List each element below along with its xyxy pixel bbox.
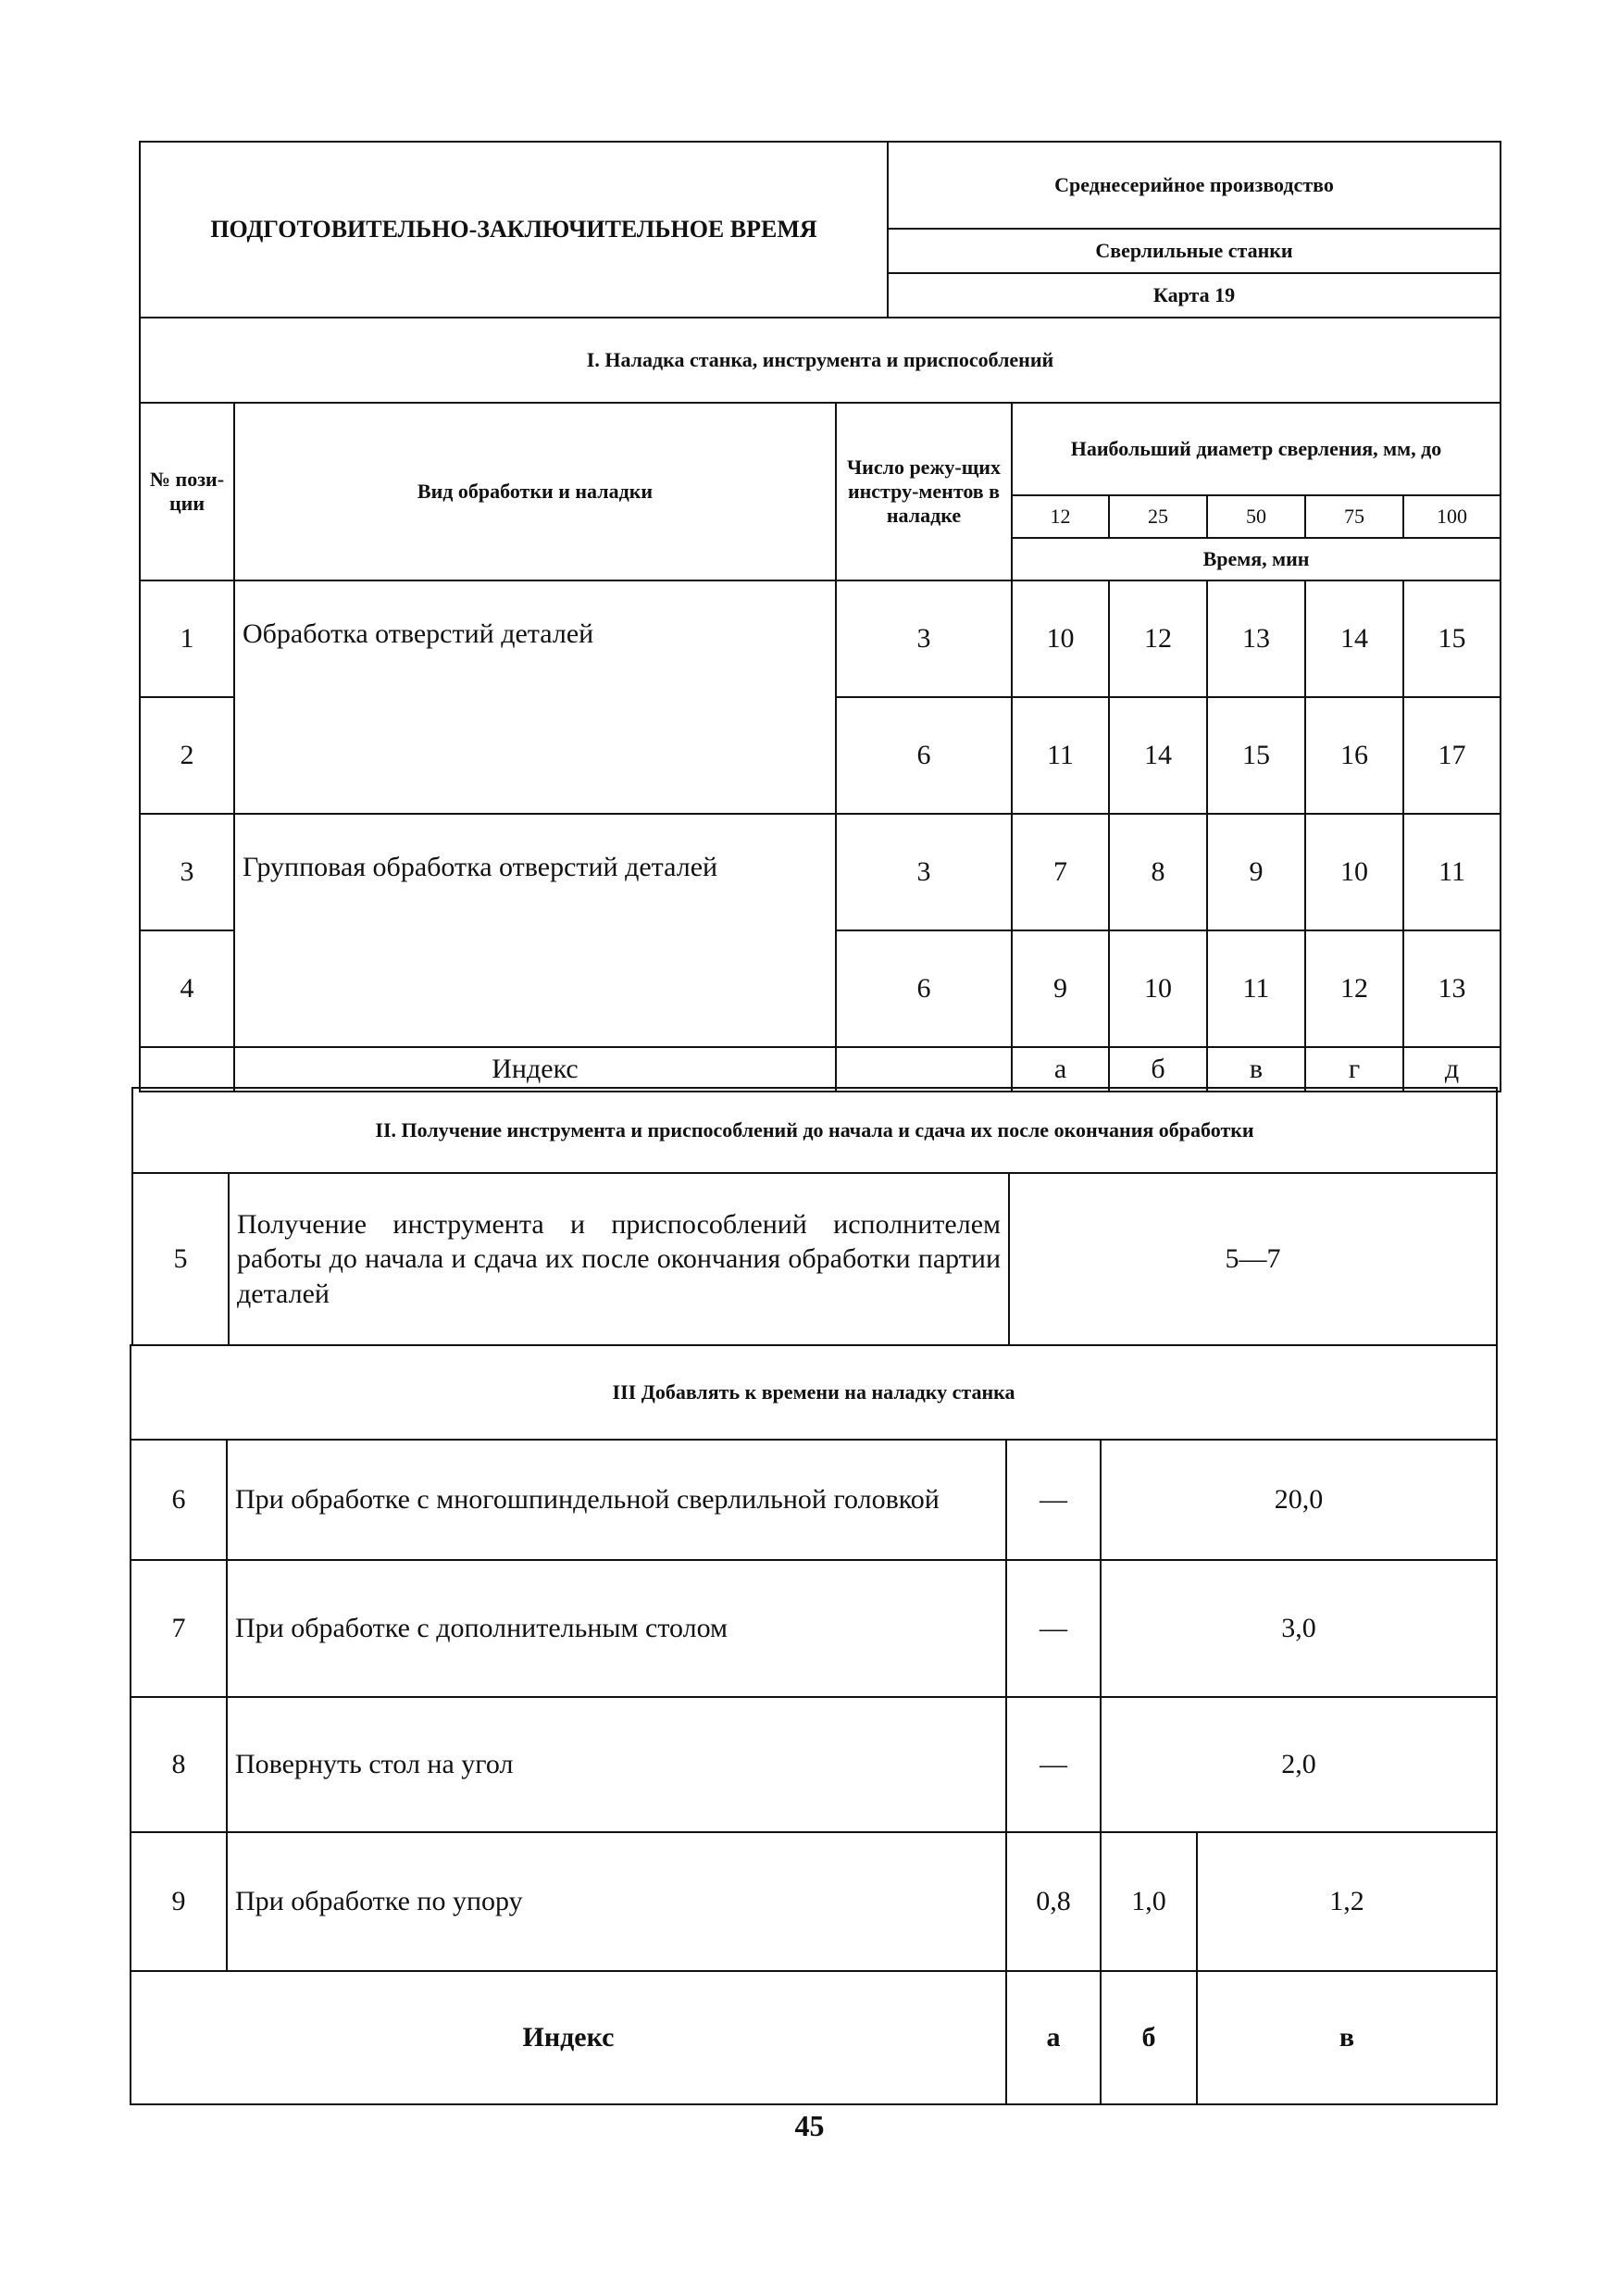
tools-count: — (1006, 1697, 1101, 1832)
table-row (140, 814, 1501, 930)
tools-count: — (1006, 1440, 1101, 1560)
time-value: 3,0 (1101, 1560, 1497, 1697)
index-value: а (1012, 1047, 1109, 1092)
index-value: б (1101, 1971, 1197, 2104)
index-label: Индекс (234, 1047, 836, 1092)
diameter-cell: 25 (1109, 495, 1207, 538)
production-type: Среднесерийное производство (888, 142, 1501, 229)
time-value: 5—7 (1009, 1173, 1497, 1345)
index-row (140, 1047, 1501, 1092)
time-value: 17 (1403, 697, 1501, 814)
index-row (131, 1971, 1497, 2104)
section1-table (139, 402, 1501, 1092)
diameter-cell: 100 (1403, 495, 1501, 538)
time-unit-label: Время, мин (1012, 538, 1501, 580)
diameter-cell: 12 (1012, 495, 1109, 538)
section2-title: II. Получение инструмента и приспособлений до начала и сдача их после окончания обработки (132, 1088, 1497, 1173)
time-value: 14 (1305, 580, 1403, 697)
time-value: 1,0 (1101, 1832, 1197, 1971)
position-number: 9 (131, 1832, 227, 1971)
time-value: 11 (1207, 930, 1305, 1047)
section2-table (131, 1087, 1498, 1346)
position-number: 6 (131, 1440, 227, 1560)
tools-count: 6 (836, 930, 1012, 1047)
time-value: 12 (1109, 580, 1207, 697)
table-row (131, 1440, 1497, 1560)
time-value: 15 (1207, 697, 1305, 814)
position-number: 8 (131, 1697, 227, 1832)
time-value: 1,2 (1197, 1832, 1497, 1971)
index-value: в (1207, 1047, 1305, 1092)
processing-type: Обработка отверстий деталей (234, 580, 836, 814)
time-value: 14 (1109, 697, 1207, 814)
time-value: 10 (1109, 930, 1207, 1047)
col-header-position: № пози-ции (140, 403, 234, 580)
diameter-cell: 75 (1305, 495, 1403, 538)
table-row (131, 1697, 1497, 1832)
processing-type: Групповая обработка отверстий деталей (234, 814, 836, 1047)
time-value: 7 (1012, 814, 1109, 930)
row-description: При обработке с дополнительным столом (227, 1560, 1006, 1697)
tools-count: — (1006, 1560, 1101, 1697)
card-number: Карта 19 (888, 273, 1501, 318)
time-value: 8 (1109, 814, 1207, 930)
position-number: 2 (140, 697, 234, 814)
row-description: При обработке по упору (227, 1832, 1006, 1971)
col-header-tools: Число режу-щих инстру-ментов в наладке (836, 403, 1012, 580)
index-value: в (1197, 1971, 1497, 2104)
time-value: 11 (1012, 697, 1109, 814)
time-value: 0,8 (1006, 1832, 1101, 1971)
index-value: г (1305, 1047, 1403, 1092)
index-value: б (1109, 1047, 1207, 1092)
time-value: 9 (1207, 814, 1305, 930)
time-value: 9 (1012, 930, 1109, 1047)
table-row (131, 1560, 1497, 1697)
index-value: а (1006, 1971, 1101, 2104)
time-value: 12 (1305, 930, 1403, 1047)
tools-count: 3 (836, 814, 1012, 930)
position-number: 1 (140, 580, 234, 697)
tools-count: 3 (836, 580, 1012, 697)
index-label: Индекс (131, 1971, 1006, 2104)
time-value: 11 (1403, 814, 1501, 930)
table-row (131, 1832, 1497, 1971)
time-value: 10 (1305, 814, 1403, 930)
position-number: 3 (140, 814, 234, 930)
col-header-type: Вид обработки и наладки (234, 403, 836, 580)
section3-table (130, 1344, 1498, 2105)
time-value: 13 (1403, 930, 1501, 1047)
machine-type: Сверлильные станки (888, 229, 1501, 273)
time-value: 13 (1207, 580, 1305, 697)
time-value: 10 (1012, 580, 1109, 697)
section1-title: I. Наладка станка, инструмента и приспособлений (140, 318, 1501, 403)
time-value: 16 (1305, 697, 1403, 814)
row-description: Повернуть стол на угол (227, 1697, 1006, 1832)
header-title: ПОДГОТОВИТЕЛЬНО-ЗАКЛЮЧИТЕЛЬНОЕ ВРЕМЯ (140, 142, 888, 318)
time-value: 20,0 (1101, 1440, 1497, 1560)
tools-count: 6 (836, 697, 1012, 814)
position-number: 4 (140, 930, 234, 1047)
header-table (139, 141, 1501, 404)
position-number: 7 (131, 1560, 227, 1697)
diameter-cell: 50 (1207, 495, 1305, 538)
row-description: При обработке с многошпиндельной сверлильной головкой (227, 1440, 1006, 1560)
row-description: Получение инструмента и приспособлений исполнителем работы до начала и сдача их после окончания обработки партии деталей (229, 1173, 1009, 1345)
page-number: 45 (794, 2109, 825, 2142)
time-value: 2,0 (1101, 1697, 1497, 1832)
time-value: 15 (1403, 580, 1501, 697)
position-number: 5 (132, 1173, 229, 1345)
table-row (132, 1173, 1497, 1345)
col-header-diameter: Наибольший диаметр сверления, мм, до (1012, 403, 1501, 495)
index-value: д (1403, 1047, 1501, 1092)
table-row (140, 580, 1501, 697)
section3-title: III Добавлять к времени на наладку станка (131, 1345, 1497, 1440)
